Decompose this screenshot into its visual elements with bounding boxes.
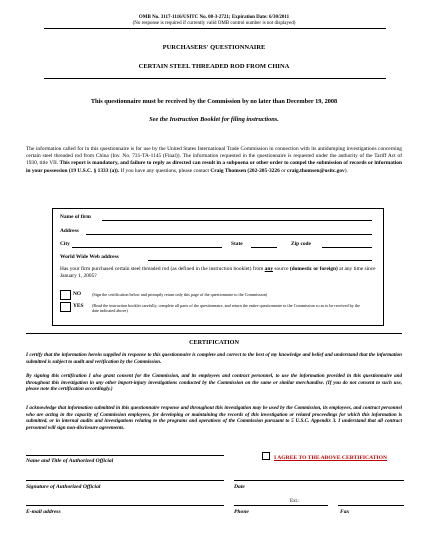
fax-field[interactable] <box>338 505 404 506</box>
agree-certification-option[interactable] <box>262 451 412 461</box>
date-field[interactable] <box>234 480 404 481</box>
question-domestic-foreign: (domestic or foreign) <box>289 266 338 272</box>
certification-rule <box>26 333 402 334</box>
omb-note: (No response is required if currently valid OMB control number is not displayed) <box>132 21 296 26</box>
yes-checkbox[interactable] <box>60 302 71 312</box>
instruction-note: See the Instruction Booklet for filing instructions. <box>149 116 279 123</box>
page-subtitle: CERTAIN STEEL THREADED ROD FROM CHINA <box>138 63 290 70</box>
ext-label: Ext.: <box>290 499 300 504</box>
agree-checkbox[interactable] <box>262 452 270 460</box>
contact-name: Craig Thomsen (202-205-3226 <box>210 167 280 174</box>
phone-label: Phone <box>234 509 249 515</box>
title-rule <box>44 78 386 79</box>
no-checkbox[interactable] <box>60 290 71 300</box>
question-any: any <box>264 266 274 272</box>
email-label: E-mail address <box>26 509 61 515</box>
address-label: Address <box>60 228 79 234</box>
header-rule <box>44 28 386 29</box>
web-address-field[interactable] <box>148 260 372 261</box>
omb-line: OMB No. 3117-1116/USITC No. 08-3-2721; Expiration Date: 6/30/2011 <box>138 15 290 20</box>
signature-label: Signature of Authorized Official <box>26 484 101 490</box>
certification-paragraph-2: By signing this certification I also grant consent for the Commission, and its employees and contract personnel, to use the information provided in this questionnaire and throughout this investigation in any other import-injury investigations conducted by the Commission on the same or similar merchandise. (If you do not consent to such use, please note the certification accordingly.) <box>26 373 402 393</box>
state-field[interactable] <box>251 247 277 248</box>
deadline-notice: This questionnaire must be received by the Commission by no later than December 19, 2008 <box>90 98 338 105</box>
yes-instructions: (Read the instruction booklet carefully, complete all parts of the questionnaire, and return the entire questionnaire to the Commission so as to be received by the date indicated above) <box>92 303 360 313</box>
address-field[interactable] <box>86 234 372 235</box>
zip-label: Zip code <box>291 241 311 247</box>
city-field[interactable] <box>72 247 222 248</box>
page-title: PURCHASERS' QUESTIONNAIRE <box>162 44 266 51</box>
state-label: State <box>231 241 243 247</box>
agree-label: I AGREE TO THE ABOVE CERTIFICATION <box>274 455 388 461</box>
zip-field[interactable] <box>322 247 372 248</box>
name-title-field[interactable] <box>26 455 224 456</box>
intro-mandatory-text: This report is mandatory, and failure to reply as directed can result in a subpoena or other order to compel the submission of records or information in your possession (19 U.S.C. § 1333 (a)). <box>26 160 402 174</box>
email-field[interactable] <box>26 505 224 506</box>
intro-text-3: If you have any questions, please contact <box>120 167 210 174</box>
intro-paragraph <box>26 146 402 175</box>
certification-paragraph-1: I certify that the information herein supplied in response to this questionnaire is complete and correct to the best of my knowledge and belief and understand that the information submitted is subject to audit and verification by the Commission. <box>26 352 402 365</box>
intro-end: ). <box>344 167 348 174</box>
question-text-2: source <box>274 266 289 272</box>
yes-label: YES <box>73 303 84 309</box>
firm-name-field[interactable] <box>102 220 372 221</box>
no-label: NO <box>73 291 82 297</box>
fax-label: Fax <box>340 509 350 515</box>
contact-email[interactable]: craig.thomsen@usitc.gov <box>287 167 345 174</box>
question-text-1: Has your firm purchased certain steel threaded rod (as defined in the instruction booklet) from <box>60 266 264 272</box>
firm-name-label: Name of firm <box>60 214 91 220</box>
certification-heading: CERTIFICATION <box>189 339 239 346</box>
intro-text-1: The information called for in this questionnaire is for use by the United States International Trade Commission in connection with its antidumping investigations concerning certain steel threaded rod from China (Inv. No. 731-TA-1145 (Final)). The information requested in the questionnaire is requested under the authority of the Tariff Act of 1930, title VII. <box>26 146 402 167</box>
no-instructions: (Sign the certification below and promptly return only this page of the questionnaire to the Commission) <box>92 292 268 297</box>
certification-paragraph-3: I acknowledge that information submitted in this questionnaire response and throughout this investigation may be used by the Commission, its employees, and contract personnel who are acting in the capacity of Commission employees, for developing or maintaining the records of this investigation or related proceedings for which this information is submitted, or in internal audits and investigations relating to the programs and operations of the Commission pursuant to 5 U.S.C. Appendix 3. I understand that all contract personnel will sign non-disclosure agreements. <box>26 405 402 431</box>
date-label: Date <box>234 484 245 490</box>
question-text-4: at any time since January 1, 2005? <box>60 266 376 280</box>
phone-field[interactable] <box>234 505 328 506</box>
web-address-label: World Wide Web address <box>60 254 119 260</box>
name-title-label: Name and Title of Authorized Official <box>26 458 114 464</box>
purchase-question <box>60 266 378 280</box>
city-label: City <box>60 241 70 247</box>
signature-field[interactable] <box>26 480 224 481</box>
intro-or: or <box>281 167 286 174</box>
